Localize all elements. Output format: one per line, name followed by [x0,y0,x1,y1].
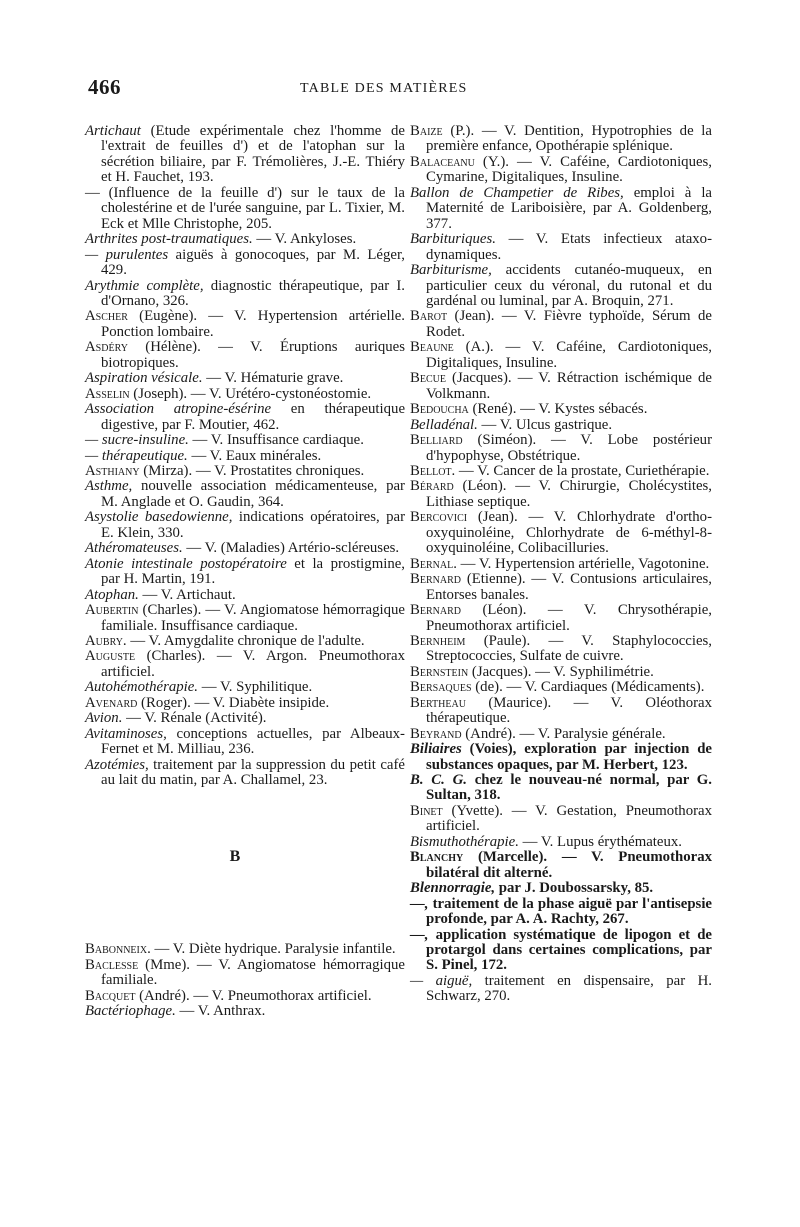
entry-text: — V. Insuffisance cardiaque. [188,432,364,449]
entry-text: par J. Doubossarsky, 85. [495,880,654,897]
entry-text: (Etienne). — V. Contusions articulaires, Entorses banales. [426,571,712,603]
entry-heading: Aspiration vésicale. [85,370,203,387]
entry-heading: Baize [410,123,443,139]
entry-heading: Biliaires [410,741,462,758]
entry-heading: Bertheau [410,694,466,711]
index-entry [410,371,712,402]
entry-text: application systématique de lipogon et de protargol dans certaines complications, par S. Pinel, 172. [426,926,712,974]
index-entry [85,727,405,758]
entry-heading: Aubertin [85,602,139,619]
entry-text: (Maurice). — V. Oléothorax thérapeutique. [426,694,712,727]
index-entry [410,186,712,232]
entry-text: nouvelle association médicamenteuse, par M. Anglade et O. Gaudin, 364. [101,478,405,510]
index-entry [85,433,405,448]
entry-heading: Bellot. [410,462,456,479]
index-entry [85,479,405,510]
entry-text: chez le nouveau-né normal, par G. Sultan, 318. [426,772,712,804]
entry-heading: — purulentes [85,246,169,263]
index-entry [85,711,405,726]
entry-text: diagnostic thérapeutique, par I. d'Ornano, 326. [101,277,405,309]
index-entry [410,881,712,896]
index-entry [410,418,712,433]
entry-text: traitement en dispensaire, par H. Schwarz, 270. [426,972,712,1005]
entry-heading: Bersaques [410,679,472,696]
index-entry [85,758,405,789]
entry-text: — V. Artichaut. [138,586,236,603]
entry-text: — V. (Maladies) Artério-scléreuses. [182,540,400,557]
index-entry [85,541,405,556]
entry-text: — V. Ankyloses. [252,231,357,248]
entry-text: (Siméon). — V. Lobe postérieur d'hypophyse, Obstétrique. [426,432,712,464]
index-entry [85,557,405,588]
entry-text: — V. Diète hydrique. Paralysie infantile. [150,941,396,958]
entry-text: (Jacques). — V. Rétraction ischémique de Volkmann. [426,370,712,402]
entry-heading: Beaune [410,339,454,356]
entry-text: conceptions actuelles, par Albeaux-Fernet et M. Milliau, 236. [101,725,405,758]
entry-heading: Avion. [85,710,123,727]
index-entry [410,680,712,695]
entry-heading: Azotémies, [85,756,149,773]
entry-heading: Beyrand [410,725,462,742]
entry-text: (Hélène). — V. Éruptions auriques biotropiques. [101,339,405,371]
entry-heading: — aiguë, [410,972,473,989]
entry-heading: Auguste [85,648,136,665]
entry-text: en thérapeutique digestive, par F. Moutier, 462. [101,401,406,433]
entry-text: (Léon). — V. Chrysothérapie, Pneumothorax artificiel. [426,602,712,634]
entry-text: (Roger). — V. Diabète insipide. [137,694,330,711]
entry-heading: Bacquet [85,987,136,1004]
entry-heading: Asthiany [85,462,140,479]
index-entry [85,680,405,695]
index-entry [85,402,405,433]
entry-heading: Association atropine-ésérine [85,401,272,418]
index-entry [410,155,712,186]
entry-heading: B. C. G. [410,772,467,789]
entry-text: (A.). — V. Caféine, Cardiotoniques, Digitaliques, Insuline. [426,339,712,371]
entry-text: — V. Ulcus gastrique. [477,416,613,433]
entry-text: (Y.). — V. Caféine, Cardiotoniques, Cymarine, Digitaliques, Insuline. [426,153,712,186]
entry-text: — V. Eaux minérales. [187,447,322,464]
index-entry [85,634,405,649]
entry-heading: — thérapeutique. [85,447,188,464]
index-entry [85,1004,405,1019]
entry-text: — (Influence de la feuille d') sur le taux de la cholestérine et de l'urée sanguine, par L. Tixier, M. Eck et Mlle Christophe, 205. [85,184,405,232]
index-entry [85,603,405,634]
entry-text: (Joseph). — V. Urétéro-cystonéostomie. [129,385,372,402]
entry-heading: — sucre-insuline. [85,432,189,449]
index-entry [410,402,712,417]
entry-text: — V. Lupus érythémateux. [518,833,682,850]
entry-heading: —, [410,895,429,912]
index-entry [85,942,405,957]
right-column [410,124,712,1005]
index-entry [410,309,712,340]
index-entry [85,989,405,1004]
index-entry [85,186,405,232]
index-entry [410,835,712,850]
index-entry [410,665,712,680]
index-entry [410,557,712,572]
index-entry [85,309,405,340]
entry-heading: Blanchy [410,849,464,866]
entry-heading: Belladénal. [410,416,478,433]
entry-heading: Bernard [410,602,461,619]
entry-heading: Belliard [410,432,463,449]
entry-heading: Bercovici [410,509,468,526]
index-entry [410,464,712,479]
index-entry [410,479,712,510]
entry-text: indications opératoires, par E. Klein, 330. [101,509,405,541]
index-entry [85,449,405,464]
entry-heading: Binet [410,802,443,819]
entry-text: (Marcelle). — V. Pneumothorax bilatéral dit alterné. [426,849,712,881]
entry-heading: —, [410,926,429,943]
index-entry [85,387,405,402]
entry-heading: Asystolie basedowienne, [85,509,233,526]
entry-heading: Bedoucha [410,401,469,418]
index-entry [410,232,712,263]
index-entry [410,804,712,835]
entry-heading: Babonneix. [85,941,151,958]
entry-heading: Bactériophage. [85,1003,176,1020]
entry-heading: Barot [410,308,448,325]
entry-heading: Blennorragie, [410,880,496,897]
index-entry [85,124,405,186]
entry-heading: Arythmie complète, [85,277,204,294]
entry-text: — V. Hypertension artérielle, Vagotonine. [456,555,710,572]
index-entry [410,510,712,556]
index-entry [410,897,712,928]
index-entry [410,696,712,727]
entry-text: — V. Cancer de la prostate, Curiethérapie. [455,462,710,479]
index-entry [85,340,405,371]
entry-text: traitement par la suppression du petit café au lait du matin, par A. Challamel, 23. [101,756,405,789]
entry-text: — V. Hématurie grave. [202,370,344,387]
index-entry [410,124,712,155]
index-entry [410,742,712,773]
entry-text: (Voies), exploration par injection de substances opaques, par M. Herbert, 123. [426,741,712,773]
entry-heading: Bernal. [410,555,457,572]
entry-heading: Asdéry [85,339,128,356]
entry-text: (Charles). — V. Angiomatose hémorragique familiale. Insuffisance cardiaque. [101,602,405,634]
index-entry [85,588,405,603]
entry-text: (René). — V. Kystes sébacés. [468,401,648,418]
index-entry [410,850,712,881]
entry-text: — V. Anthrax. [175,1003,266,1020]
entry-text: — V. Etats infectieux ataxo-dynamiques. [426,231,712,263]
running-head: TABLE DES MATIÈRES [300,81,468,96]
entry-text: (Mirza). — V. Prostatites chroniques. [139,462,365,479]
entry-text: emploi à la Maternité de Lariboisière, par A. Goldenberg, 377. [426,184,712,232]
entry-text: (Paule). — V. Staphylococcies, Streptococcies, Sulfate de cuivre. [426,632,712,665]
index-entry [85,279,405,310]
index-entry [85,371,405,386]
entry-heading: Asselin [85,385,130,402]
entry-heading: Bernheim [410,632,466,649]
entry-text: (de). — V. Cardiaques (Médicaments). [471,679,705,696]
entry-text: traitement de la phase aiguë par l'antisepsie profonde, par A. A. Rachty, 267. [426,895,712,928]
entry-text: (Jean). — V. Chlorhydrate d'ortho-oxyquinoléine, Chlorhydrate de 6-méthyl-8-oxyquinoléine, Colibacilluries. [426,509,712,557]
index-entry [410,773,712,804]
index-entry [85,958,405,989]
index-entry [85,248,405,279]
entry-text: — V. Syphilitique. [198,679,313,696]
entry-heading: Ascher [85,308,128,325]
entry-text: (Eugène). — V. Hypertension artérielle. Ponction lombaire. [101,308,405,340]
index-entry [85,464,405,479]
entry-text: (Yvette). — V. Gestation, Pneumothorax artificiel. [426,802,712,835]
entry-heading: Autohémothérapie. [85,679,199,696]
entry-heading: Ballon de Champetier de Ribes, [410,184,624,201]
entry-text: — V. Amygdalite chronique de l'adulte. [126,632,365,649]
entry-heading: Athéromateuses. [85,540,183,557]
entry-heading: Bernstein [410,663,469,680]
entry-heading: Avitaminoses, [85,725,167,742]
entry-heading: Barbiturisme, [410,262,492,279]
index-entry [85,510,405,541]
entry-heading: Artichaut [85,123,141,139]
entry-text: (P.). — V. Dentition, Hypotrophies de la première enfance, Opothérapie splénique. [426,123,712,155]
index-entry [410,263,712,309]
entry-heading: Barbituriques. [410,231,496,248]
section-letter-b: B [229,848,241,866]
index-entry [410,572,712,603]
entry-text: (André). — V. Paralysie générale. [461,725,666,742]
index-entry [410,340,712,371]
entry-text: (Charles). — V. Argon. Pneumothorax artificiel. [101,648,405,680]
left-column [85,124,405,1020]
index-entry [410,433,712,464]
entry-text: (Etude expérimentale chez l'homme de l'extrait de feuilles d') et de l'atophan sur la sécrétion biliaire, par F. Trémolières, J.-E. Thiéry et H. Fauchet, 193. [101,123,405,186]
entry-heading: Becue [410,370,446,387]
index-entry [85,649,405,680]
index-entry [410,727,712,742]
entry-text: (Jacques). — V. Syphilimétrie. [468,663,654,680]
entry-text: — V. Rénale (Activité). [122,710,267,727]
entry-heading: Avenard [85,694,138,711]
entry-heading: Baclesse [85,956,139,973]
entry-text: (André). — V. Pneumothorax artificiel. [135,987,372,1004]
entry-heading: Atophan. [85,586,139,603]
entry-heading: Bismuthothérapie. [410,833,519,850]
entry-heading: Arthrites post-traumatiques. [85,231,253,248]
index-entry [410,974,712,1005]
entry-heading: Bernard [410,571,461,588]
index-entry [85,232,405,247]
entry-heading: Balaceanu [410,153,475,170]
entry-text: (Mme). — V. Angiomatose hémorragique familiale. [101,956,405,989]
entry-text: aiguës à gonocoques, par M. Léger, 429. [101,246,405,279]
entry-heading: Asthme, [85,478,133,495]
entry-text: et la prostigmine, par H. Martin, 191. [101,555,405,588]
entry-heading: Bérard [410,478,454,495]
index-entry [85,696,405,711]
index-entry [410,634,712,665]
index-entry [410,603,712,634]
index-entry [410,928,712,974]
entry-text: (Léon). — V. Chirurgie, Cholécystites, Lithiase septique. [426,478,712,510]
entry-heading: Atonie intestinale postopératoire [85,555,287,572]
entry-heading: Aubry. [85,632,127,649]
entry-text: accidents cutanéo-muqueux, en particulier ceux du véronal, du rutonal et du gardénal ou luminal, par A. Broquin, 271. [426,262,712,309]
page-number: 466 [88,75,121,99]
entry-text: (Jean). — V. Fièvre typhoïde, Sérum de Rodet. [426,308,712,340]
